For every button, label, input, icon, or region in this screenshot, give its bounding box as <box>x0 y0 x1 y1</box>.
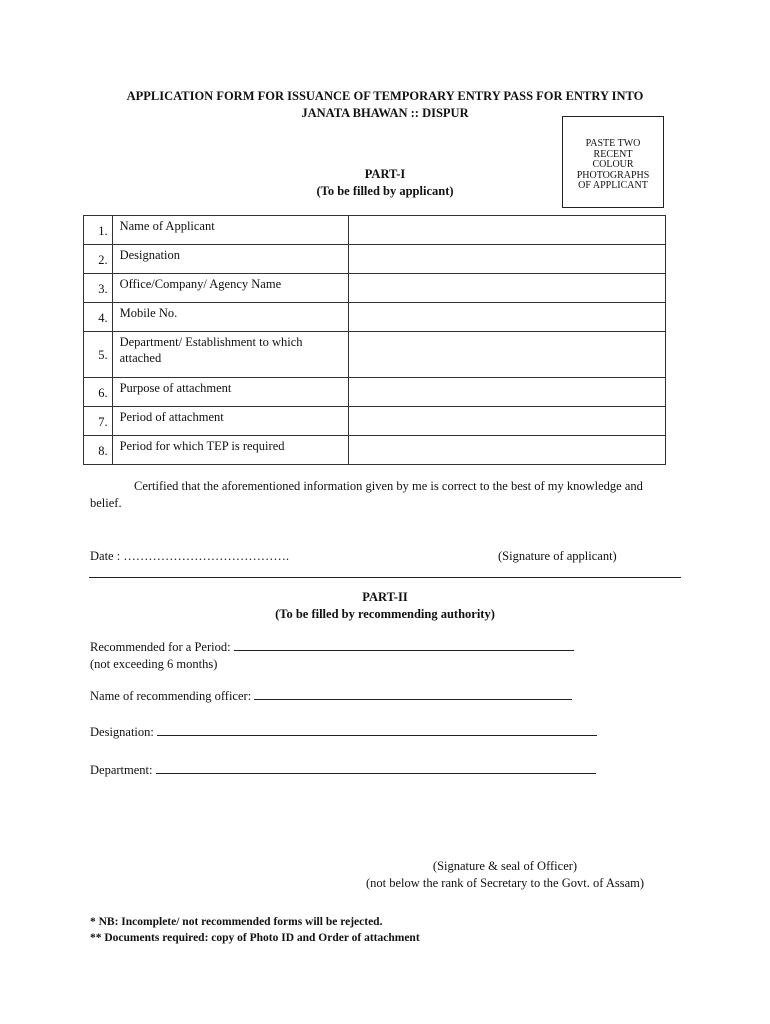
row-label: Period of attachment <box>112 407 348 436</box>
department-field[interactable] <box>348 332 665 378</box>
officer-name-field[interactable] <box>254 687 572 700</box>
row-number: 1. <box>84 216 113 245</box>
purpose-field[interactable] <box>348 378 665 407</box>
department-row <box>90 761 596 779</box>
officer-name-label: Name of recommending officer: <box>90 689 252 703</box>
tep-period-field[interactable] <box>348 436 665 465</box>
table-row <box>84 332 666 378</box>
row-label: Purpose of attachment <box>112 378 348 407</box>
part2-heading: PART-II <box>362 590 408 604</box>
row-number: 5. <box>84 332 113 378</box>
agency-name-field[interactable] <box>348 274 665 303</box>
officer-signature-label: (Signature & seal of Officer) <box>432 859 578 873</box>
recommended-period-field[interactable] <box>234 638 574 651</box>
row-label: Office/Company/ Agency Name <box>112 274 348 303</box>
department-label: Department: <box>90 763 153 777</box>
recommended-period-label: Recommended for a Period: <box>90 640 231 654</box>
row-label: Designation <box>112 245 348 274</box>
attachment-period-field[interactable] <box>348 407 665 436</box>
form-title-line1: APPLICATION FORM FOR ISSUANCE OF TEMPORARY ENTRY PASS FOR ENTRY INTO <box>126 89 644 103</box>
table-row <box>84 378 666 407</box>
photo-text-line: OF APPLICANT <box>578 180 648 191</box>
photo-box <box>562 116 664 208</box>
table-row <box>84 216 666 245</box>
officer-name-row <box>90 687 572 705</box>
part1-heading: PART-I <box>364 167 406 181</box>
applicant-signature-label: (Signature of applicant) <box>498 549 617 563</box>
row-label: Mobile No. <box>112 303 348 332</box>
designation-label: Designation: <box>90 725 154 739</box>
row-label: Department/ Establishment to which attached <box>112 332 348 378</box>
applicant-name-field[interactable] <box>348 216 665 245</box>
designation-row <box>90 723 597 741</box>
row-label: Name of Applicant <box>112 216 348 245</box>
row-number: 7. <box>84 407 113 436</box>
table-row <box>84 407 666 436</box>
row-number: 8. <box>84 436 113 465</box>
documents-note: ** Documents required: copy of Photo ID and Order of attachment <box>90 932 420 944</box>
row-number: 3. <box>84 274 113 303</box>
table-row <box>84 274 666 303</box>
mobile-field[interactable] <box>348 303 665 332</box>
part1-heading-block <box>250 166 520 200</box>
department-line-field[interactable] <box>156 761 596 774</box>
recommended-period-note: (not exceeding 6 months) <box>90 657 218 671</box>
photo-text-line: COLOUR <box>592 159 634 170</box>
officer-signature-block <box>300 858 710 892</box>
form-title-line2: JANATA BHAWAN :: DISPUR <box>301 106 469 120</box>
row-number: 4. <box>84 303 113 332</box>
part2-heading-block <box>190 589 580 623</box>
part2-subheading: (To be filled by recommending authority) <box>275 607 495 621</box>
date-field[interactable]: Date : …………………………………. <box>90 549 289 563</box>
row-number: 6. <box>84 378 113 407</box>
table-row <box>84 245 666 274</box>
table-row <box>84 436 666 465</box>
photo-text-line: PHOTOGRAPHS <box>576 169 650 181</box>
section-divider <box>89 577 681 578</box>
certification-text <box>90 478 670 512</box>
row-number: 2. <box>84 245 113 274</box>
part1-subheading: (To be filled by applicant) <box>316 184 454 198</box>
photo-text-line: PASTE TWO <box>585 138 641 149</box>
designation-field[interactable] <box>348 245 665 274</box>
certification-statement: Certified that the aforementioned information given by me is correct to the best of my knowledge and belief. <box>90 479 643 510</box>
recommended-period-row <box>90 638 574 673</box>
photo-text-line: RECENT <box>593 148 633 160</box>
table-row <box>84 303 666 332</box>
officer-rank-note: (not below the rank of Secretary to the Govt. of Assam) <box>365 876 645 890</box>
photo-box-text <box>563 139 663 192</box>
notes-block <box>90 914 420 946</box>
nb-note: * NB: Incomplete/ not recommended forms will be rejected. <box>90 916 383 928</box>
row-label: Period for which TEP is required <box>112 436 348 465</box>
applicant-details-table <box>83 215 666 465</box>
designation-line-field[interactable] <box>157 723 597 736</box>
